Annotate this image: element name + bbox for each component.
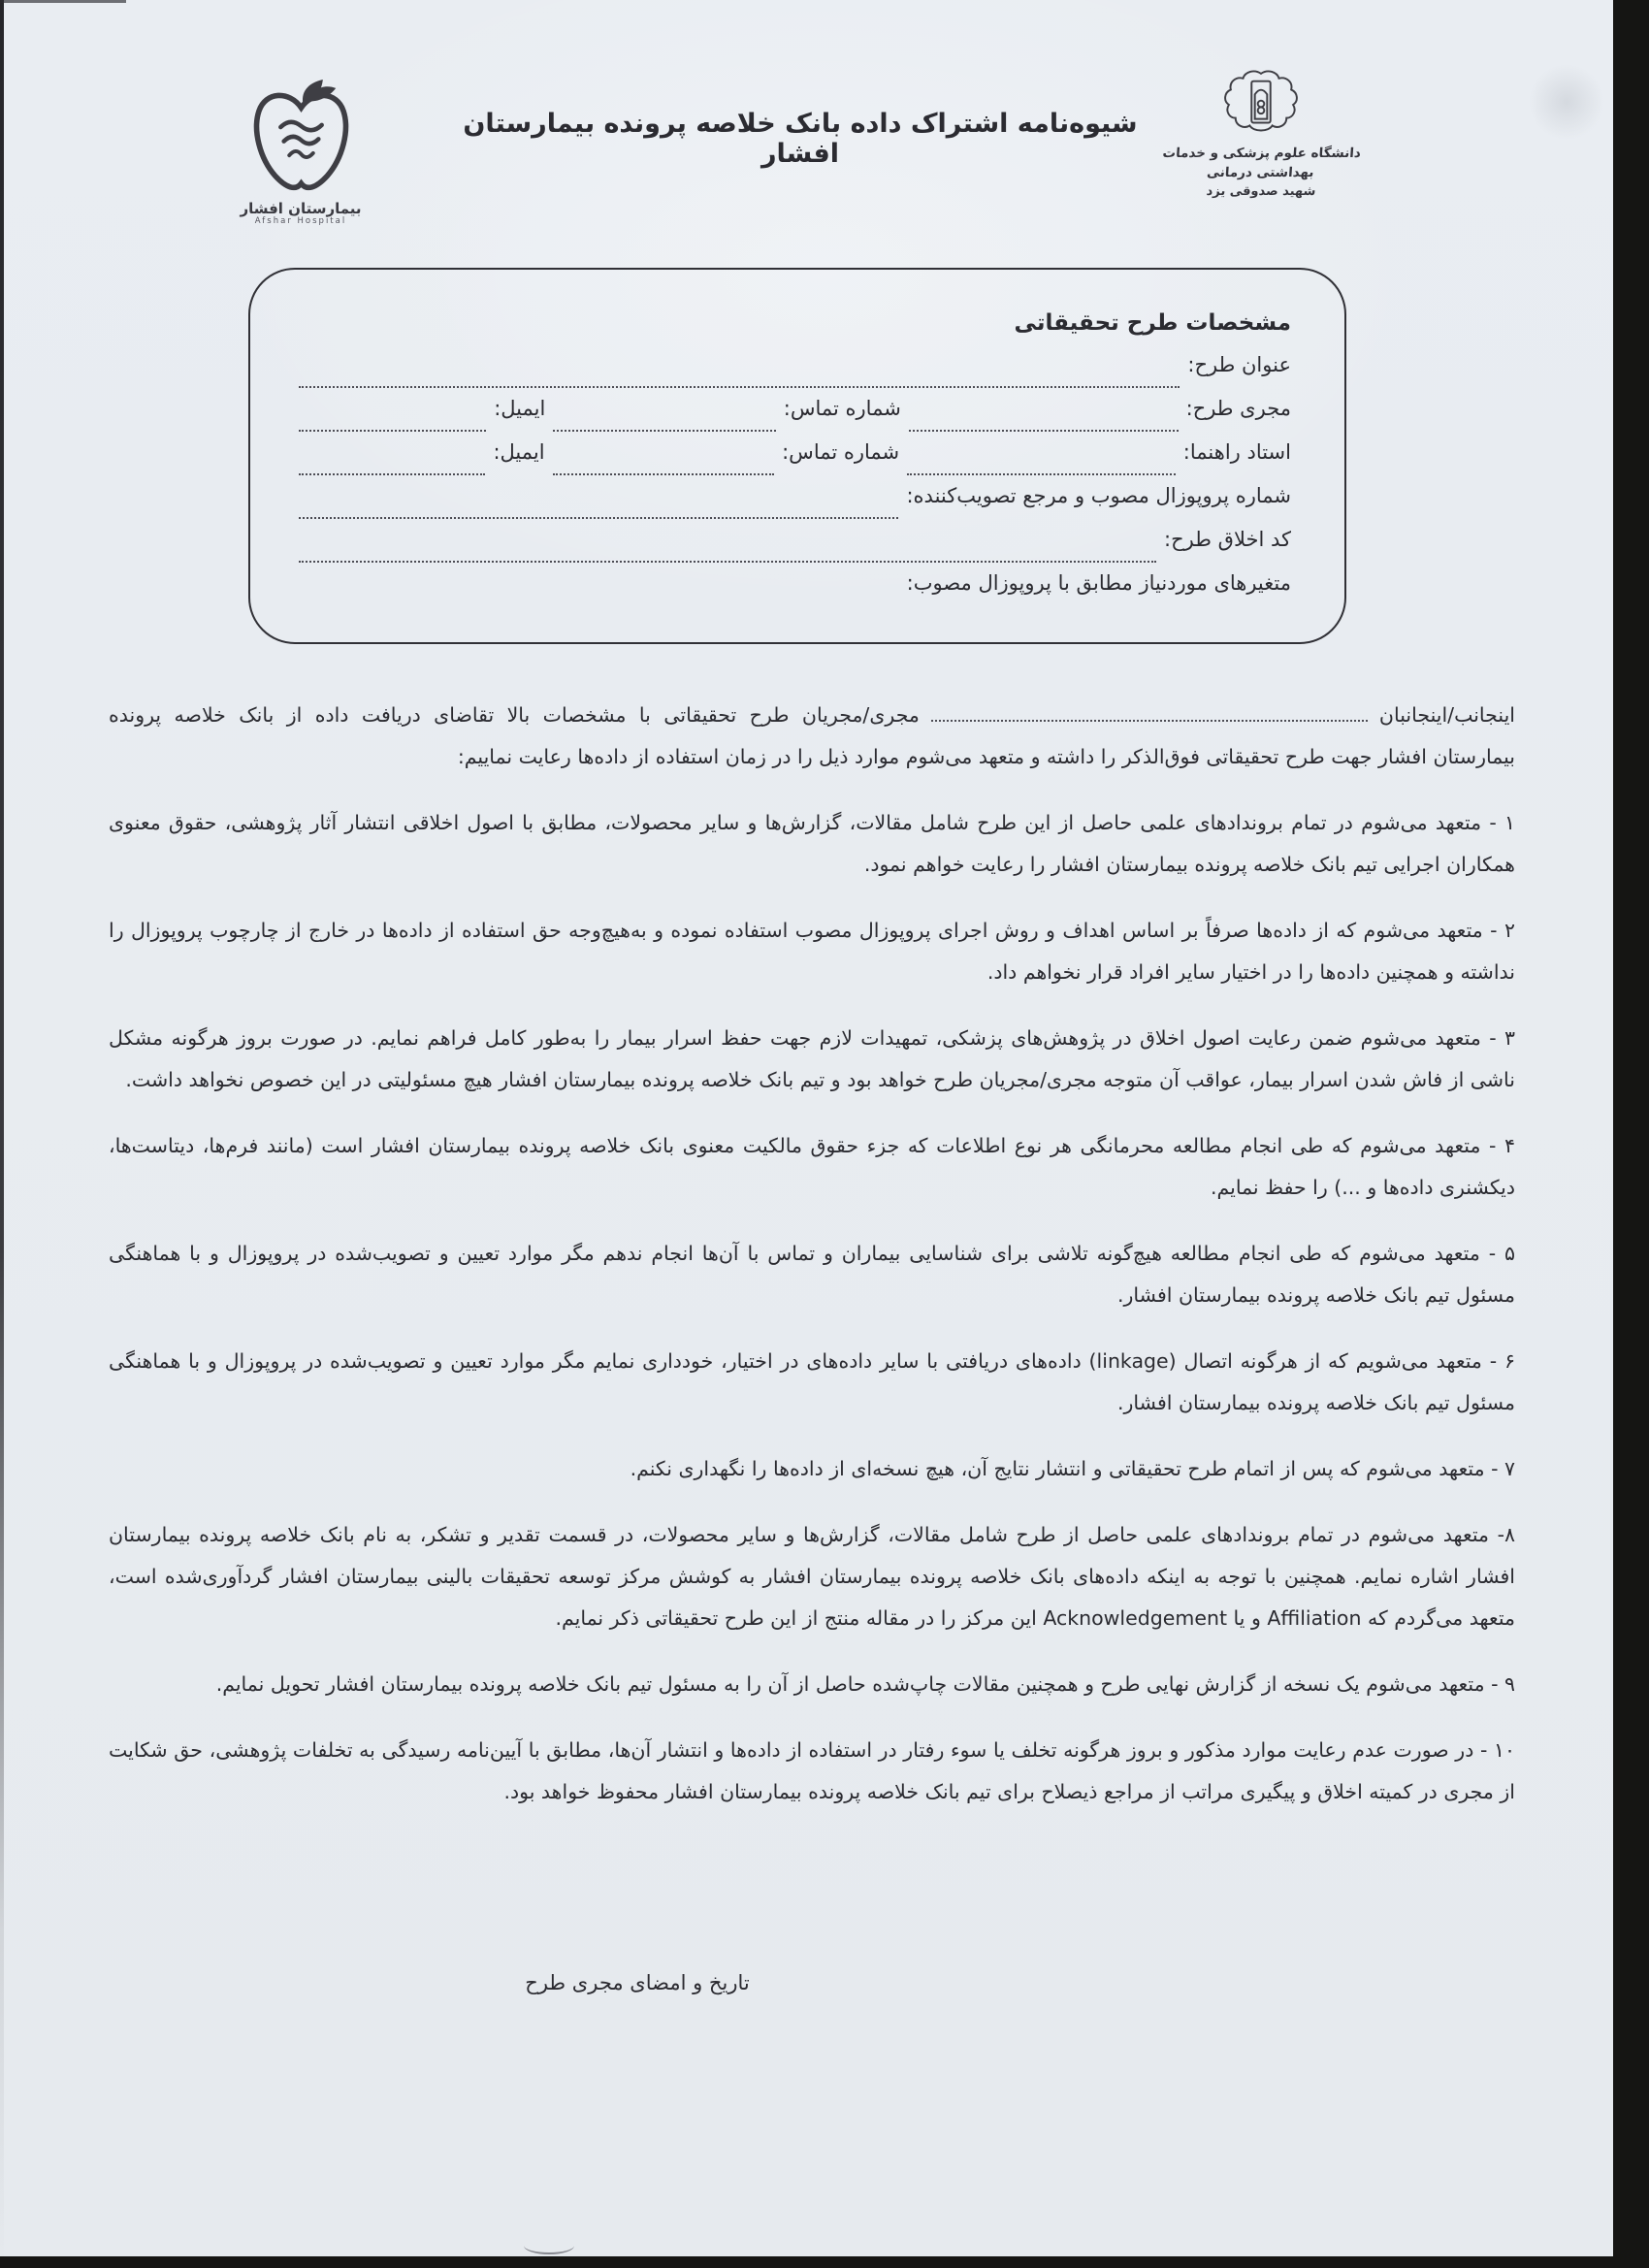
commitment-item-3: ۳ - متعهد می‌شوم ضمن رعایت اصول اخلاق در پژوهش‌های پزشکی، تمهیدات لازم جهت حفظ اسرار بیمار را به‌طور کامل فراهم نمایم. در صورت بروز هرگونه مشکل ناشی از فاش شدن اسرار بیمار، عواقب آن متوجه مجری/مجریان طرح خواهد بود و تیم بانک خلاصه پرونده بیمارستان افشار هیچ مسئولیتی در این خصوص نخواهد داشت. [109,1026,1515,1091]
dotted-fill-line [299,515,898,519]
commitment-item-5: ۵ - متعهد می‌شوم که طی انجام مطالعه هیچ‌گونه تلاشی برای شناسایی بیماران و تماس با آن‌ها انجام ندهم مگر موارد تعیین و تصویب‌شده در پروپوزال و با هماهنگی مسئول تیم بانک خلاصه پرونده بیمارستان افشار. [109,1242,1515,1307]
scan-band-bottom [0,2256,1649,2268]
afshar-hospital-logo [218,80,383,226]
spec-box-heading: مشخصات طرح تحقیقاتی [1014,310,1291,336]
research-project-spec-box [248,268,1346,644]
university-name-line2: شهید صدوقی یزد [1206,184,1316,199]
hospital-logo-caption-en: Afshar Hospital [254,216,347,226]
commitment-item-6: ۶ - متعهد می‌شویم که از هرگونه اتصال (linkage) داده‌های دریافتی با سایر داده‌های در اختیار، خودداری نمایم مگر موارد تعیین و تصویب‌شده در پروپوزال و با هماهنگی مسئول تیم بانک خلاصه پرونده بیمارستان افشار. [109,1349,1515,1414]
field-label-project-title: عنوان طرح: [1187,353,1291,376]
field-row-proposal-number [291,484,1291,528]
commitment-item-2: ۲ - متعهد می‌شوم که از داده‌ها صرفاً بر اساس اهداف و روش اجرای پروپوزال مصوب استفاده نموده و به‌هیچ‌وجه حق استفاده از داده‌ها در خارج از چارچوب پروپوزال را نداشته و همچنین داده‌ها را در اختیار سایر افراد قرار نخواهم داد. [109,919,1515,984]
field-label-ethics-code: کد اخلاق طرح: [1164,528,1291,551]
dotted-fill-line [299,471,485,475]
page-title: شیوه‌نامه اشتراک داده بانک خلاصه پرونده بیمارستان افشار [463,109,1138,169]
commitment-item-9: ۹ - متعهد می‌شوم یک نسخه از گزارش نهایی طرح و همچنین مقالات چاپ‌شده حاصل از آن را به مسئول تیم بانک خلاصه پرونده بیمارستان افشار تحویل نمایم. [215,1672,1515,1696]
field-row-executor [291,397,1291,440]
signature-label: تاریخ و امضای مجری طرح [525,1971,750,1994]
commitment-item-1: ۱ - متعهد می‌شوم در تمام بروندادهای علمی حاصل از این طرح شامل مقالات، گزارش‌ها و سایر محصولات، مطابق با اصول اخلاقی انتشار آثار پژوهشی، حقوق معنوی همکاران اجرایی تیم بانک خلاصه پرونده بیمارستان افشار را رعایت خواهم نمود. [109,811,1515,876]
university-name-line1: دانشگاه علوم پزشکی و خدمات بهداشتی درمانی [1161,146,1362,180]
commitment-item-10: ۱۰ - در صورت عدم رعایت موارد مذکور و بروز هرگونه تخلف یا سوء رفتار در استفاده از داده‌ها و انتشار آن‌ها، مطابق با آیین‌نامه رسیدگی به تخلفات پژوهشی، حق شکایت از مجری در کمیته اخلاق و پیگیری مراتب از مراجع ذیصلاح برای تیم بانک خلاصه پرونده بیمارستان افشار محفوظ خواهد بود. [109,1738,1515,1803]
dotted-fill-line [907,471,1176,475]
dotted-fill-line [553,471,775,475]
scan-edge-left [0,0,4,2268]
intro-paragraph [109,695,1515,778]
field-row-required-variables [291,571,1291,615]
intro-continuation: مجری/مجریان طرح تحقیقاتی با مشخصات بالا تقاضای دریافت داده از بانک خلاصه پرونده بیمارستان افشار جهت طرح تحقیقاتی فوق‌الذکر را داشته و متعهد می‌شوم موارد ذیل را در زمان استفاده از داده‌ها رعایت نماییم: [109,703,1515,768]
name-blank-line [931,718,1368,722]
dotted-fill-line [909,428,1179,432]
scan-band-right [1613,0,1649,2268]
dotted-fill-line [299,428,486,432]
hospital-logo-caption-fa: بیمارستان افشار [240,200,362,217]
commitment-item-7: ۷ - متعهد می‌شوم که پس از اتمام طرح تحقیقاتی و انتشار نتایج آن، هیچ نسخه‌ای از داده‌ها را نگهداری نکنم. [630,1457,1515,1480]
field-label-email: ایمیل: [493,440,545,464]
ornate-emblem-icon [1218,70,1304,140]
field-label-contact-number: شماره تماس: [783,397,901,420]
field-label-proposal-number: شماره پروپوزال مصوب و مرجع تصویب‌کننده: [906,484,1291,507]
field-label-required-variables: متغیرهای موردنیاز مطابق با پروپوزال مصوب: [906,571,1291,595]
intro-opening: اینجانب/اینجانبان [1378,703,1515,727]
field-row-ethics-code [291,528,1291,571]
field-label-supervisor: استاد راهنما: [1182,440,1291,464]
dotted-fill-line [553,428,775,432]
commitment-item-4: ۴ - متعهد می‌شوم که طی انجام مطالعه محرمانگی هر نوع اطلاعات که جزء حقوق مالکیت معنوی بانک خلاصه پرونده بیمارستان افشار است (مانند فرم‌ها، دیتاست‌ها، دیکشنری داده‌ها و ...) را حفظ نمایم. [109,1134,1515,1199]
scan-pen-mark [524,2237,574,2254]
field-label-executor: مجری طرح: [1185,397,1291,420]
field-label-contact-number: شماره تماس: [782,440,900,464]
dotted-fill-line [299,559,1156,563]
university-logo [1149,70,1373,202]
commitment-item-8: ۸- متعهد می‌شوم در تمام بروندادهای علمی حاصل از طرح شامل مقالات، گزارش‌ها و سایر محصولات، در قسمت تقدیر و تشکر، به نام بانک خلاصه پرونده بیمارستان افشار اشاره نمایم. همچنین با توجه به اینکه داده‌های بانک خلاصه پرونده بیمارستان افشار به کوشش مرکز توسعه تحقیقات بالینی بیمارستان افشار گردآوری‌شده است، متعهد می‌گردم که Affiliation و یا Acknowledgement این مرکز را در مقاله منتج از این طرح تحقیقاتی ذکر نمایم. [109,1523,1515,1630]
field-row-project-title [291,353,1291,397]
document-body [109,695,1515,1837]
dotted-fill-line [299,384,1180,388]
apple-with-leaf-icon [236,80,367,201]
scan-edge-top [0,0,126,3]
field-label-email: ایمیل: [494,397,546,420]
field-row-supervisor [291,440,1291,484]
